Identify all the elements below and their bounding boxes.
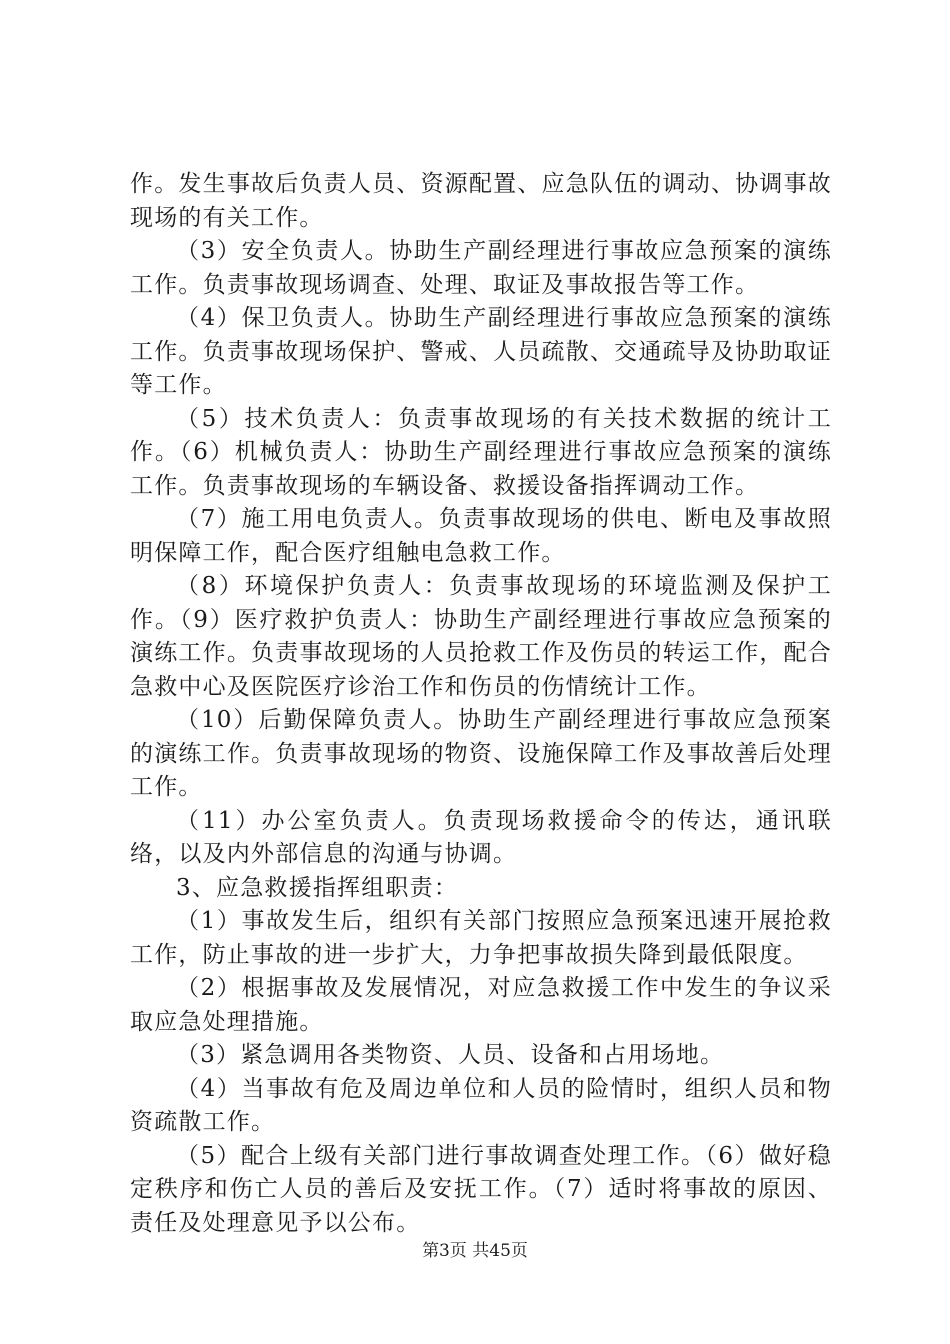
section-heading: 3、应急救援指挥组职责： (176, 874, 459, 901)
paragraph-4: （5）技术负责人：负责事故现场的有关技术数据的统计工作。（6）机械负责人：协助生产副经理进行事故应急预案的演练工作。负责事故现场的车辆设备、救援设备指挥调动工作。 (130, 405, 832, 499)
paragraph-14: （5）配合上级有关部门进行事故调查处理工作。（6）做好稳定秩序和伤亡人员的善后及安抚工作。（7）适时将事故的原因、责任及处理意见予以公布。 (130, 1142, 832, 1236)
paragraph-13: （4）当事故有危及周边单位和人员的险情时，组织人员和物资疏散工作。 (130, 1075, 832, 1135)
paragraph-10: （1）事故发生后，组织有关部门按照应急预案迅速开展抢救工作，防止事故的进一步扩大，力争把事故损失降到最低限度。 (130, 908, 832, 968)
page-number-footer: 第3页 共45页 (422, 1241, 528, 1261)
paragraph-11: （2）根据事故及发展情况，对应急救援工作中发生的争议采取应急处理措施。 (130, 975, 832, 1035)
document-body (130, 168, 832, 1240)
paragraph-8: （11）办公室负责人。负责现场救援命令的传达，通讯联络，以及内外部信息的沟通与协调。 (130, 807, 832, 867)
paragraph-3: （4）保卫负责人。协助生产副经理进行事故应急预案的演练工作。负责事故现场保护、警戒、人员疏散、交通疏导及协助取证等工作。 (130, 305, 832, 398)
paragraph-6: （8）环境保护负责人：负责事故现场的环境监测及保护工作。（9）医疗救护负责人：协助生产副经理进行事故应急预案的演练工作。负责事故现场的人员抢救工作及伤员的转运工作，配合急救中心及医院医疗诊治工作和伤员的伤情统计工作。 (130, 573, 832, 700)
paragraph-12: （3）紧急调用各类物资、人员、设备和占用场地。 (176, 1042, 725, 1068)
paragraph-1: 作。发生事故后负责人员、资源配置、应急队伍的调动、协调事故现场的有关工作。 (130, 171, 832, 231)
paragraph-5: （7）施工用电负责人。负责事故现场的供电、断电及事故照明保障工作，配合医疗组触电急救工作。 (130, 506, 832, 566)
paragraph-2: （3）安全负责人。协助生产副经理进行事故应急预案的演练工作。负责事故现场调查、处理、取证及事故报告等工作。 (130, 238, 832, 298)
paragraph-7: （10）后勤保障负责人。协助生产副经理进行事故应急预案的演练工作。负责事故现场的物资、设施保障工作及事故善后处理工作。 (130, 707, 832, 800)
